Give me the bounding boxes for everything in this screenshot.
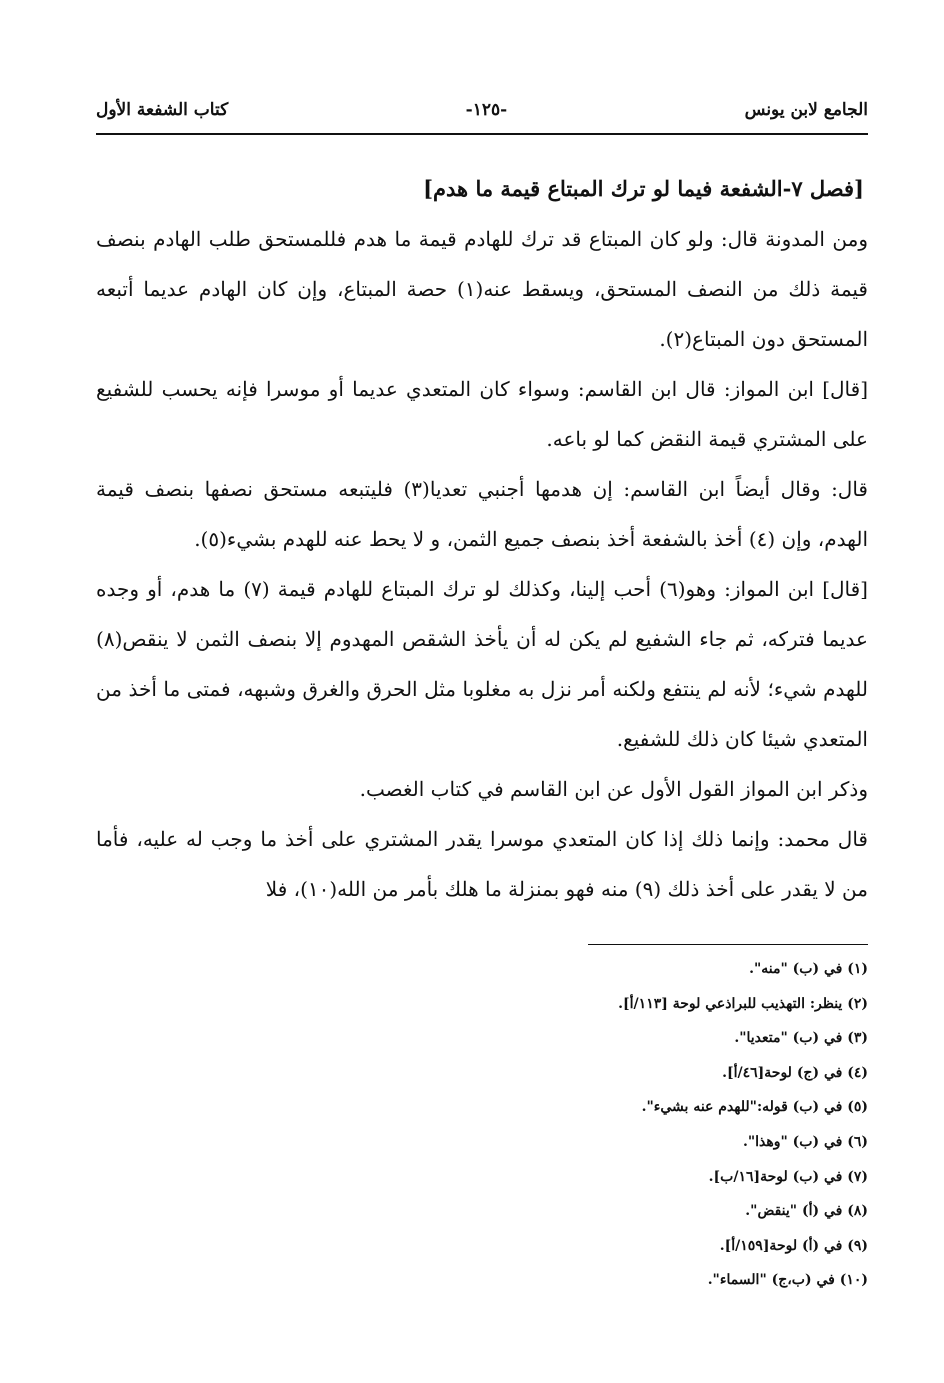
body-text: [96, 164, 868, 914]
footnotes: [96, 952, 868, 1298]
paragraph: قال: وقال أيضاً ابن القاسم: إن هدمها أجنبي تعديا(٣) فليتبعه مستحق نصفها بنصف قيمة الهدم، وإن (٤) أخذ بالشفعة أخذ بنصف جميع الثمن، و لا يحط عنه للهدم بشيء(٥).: [96, 477, 868, 551]
header-book-title: الجامع لابن يونس: [744, 100, 868, 120]
footnote-rule: [588, 944, 868, 945]
paragraph: قال محمد: وإنما ذلك إذا كان المتعدي موسرا يقدر المشتري على أخذ ما وجب له عليه، فأما من لا يقدر على أخذ ذلك (٩) منه فهو بمنزلة ما هلك بأمر من الله(١٠)، فلا: [96, 827, 868, 901]
footnote: (٥) في (ب) قوله:"للهدم عنه بشيء".: [641, 1099, 868, 1116]
section-heading: [فصل ٧-الشفعة فيما لو ترك المبتاع قيمة ما هدم]: [423, 176, 864, 201]
header-rule: [96, 133, 868, 135]
paragraph: [قال] ابن المواز: قال ابن القاسم: وسواء كان المتعدي عديما أو موسرا فإنه يحسب للشفيع على المشتري قيمة النقض كما لو باعه.: [96, 377, 868, 451]
page-number: -١٢٥-: [465, 100, 508, 120]
footnote: (٣) في (ب) "متعديا".: [734, 1030, 868, 1047]
footnote: (٩) في (أ) لوحة[١٥٩/أ].: [719, 1237, 868, 1254]
footnote: (٨) في (أ) "ينقض".: [745, 1203, 868, 1220]
header-chapter-title: كتاب الشفعة الأول: [96, 100, 229, 120]
page-header: [96, 100, 868, 120]
footnote: (١) في (ب) "منه".: [749, 961, 868, 977]
paragraph: ومن المدونة قال: ولو كان المبتاع قد ترك للهادم قيمة ما هدم فللمستحق طلب الهادم بنصف قيمة ذلك من النصف المستحق، ويسقط عنه(١) حصة المبتاع، وإن كان الهادم عديما أتبعه المستحق دون المبتاع(٢).: [96, 227, 868, 351]
paragraph: [قال] ابن المواز: وهو(٦) أحب إلينا، وكذلك لو ترك المبتاع للهادم قيمة (٧) ما هدم، أو وجده عديما فتركه، ثم جاء الشفيع لم يكن له أن يأخذ الشقص المهدوم إلا بنصف الثمن لا ينقص(٨) للهدم شيء؛ لأنه لم ينتفع ولكنه أمر نزل به مغلوبا مثل الحرق والغرق وشبهه، فمتى ما أخذ من المتعدي شيئا كان ذلك للشفيع.: [96, 577, 868, 751]
footnote: (١٠) في (ب،ج) "السماء".: [707, 1272, 868, 1289]
footnote: (٧) في (ب) لوحة[١٦/ب].: [708, 1168, 868, 1185]
footnote: (٤) في (ج) لوحة[٤٦/أ].: [722, 1064, 868, 1081]
footnote: (٢) ينظر: التهذيب للبراذعي لوحة [١١٣/أ].: [618, 995, 868, 1012]
paragraph: وذكر ابن المواز القول الأول عن ابن القاسم في كتاب الغصب.: [359, 777, 868, 801]
footnote: (٦) في (ب) "وهذا".: [742, 1133, 868, 1150]
